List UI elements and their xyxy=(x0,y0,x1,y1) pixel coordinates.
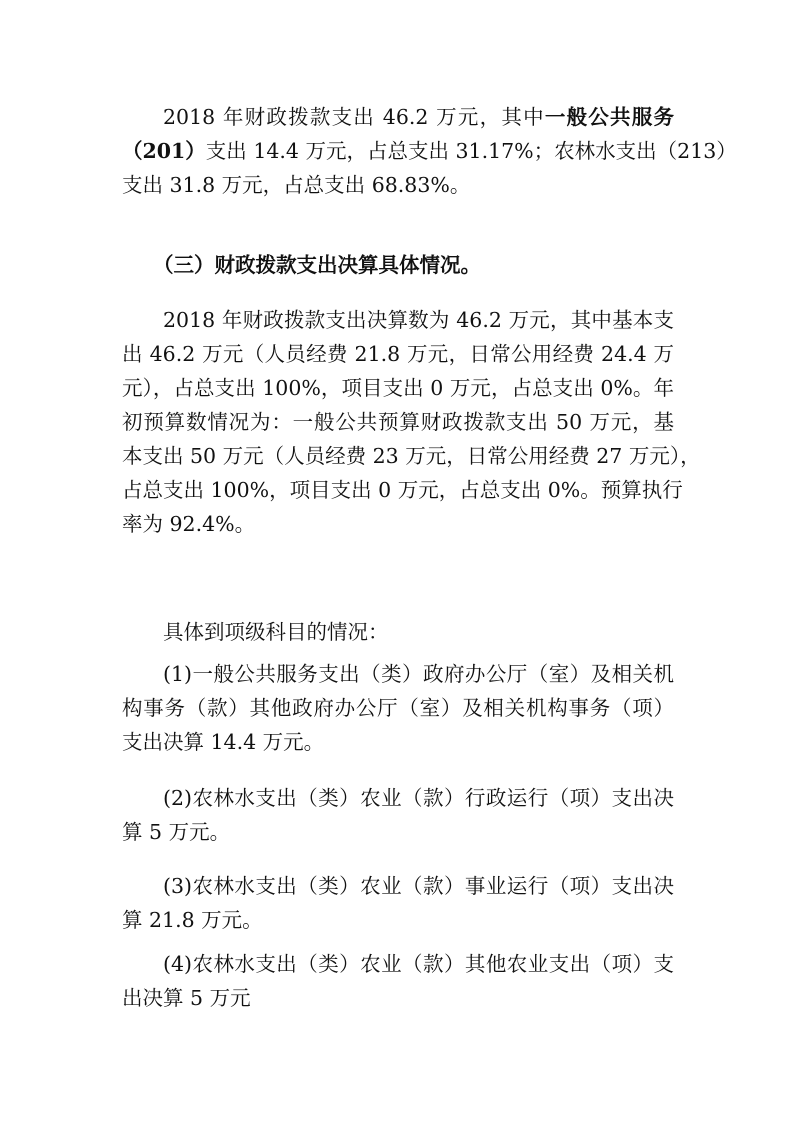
paragraph-line: 构事务（款）其他政府办公厅（室）及相关机构事务（项） xyxy=(122,696,674,720)
paragraph-line: 支出 31.8 万元，占总支出 68.83%。 xyxy=(122,173,471,197)
section-heading: （三）财政拨款支出决算具体情况。 xyxy=(153,253,481,277)
paragraph-line: (1)一般公共服务支出（类）政府办公厅（室）及相关机 xyxy=(163,662,674,686)
paragraph-line xyxy=(122,100,674,134)
paragraph-line: 出决算 5 万元 xyxy=(122,986,251,1010)
paragraph-line: 占总支出 100%，项目支出 0 万元，占总支出 0%。预算执行 xyxy=(122,478,683,502)
bold-text-run: 一般公共服务 xyxy=(544,105,674,129)
paragraph-line xyxy=(122,134,737,168)
paragraph-line: 本支出 50 万元（人员经费 23 万元，日常公用经费 27 万元）， xyxy=(122,444,701,468)
text-run: 支出 14.4 万元，占总支出 31.17%；农林水支出（213） xyxy=(205,139,737,163)
list-item xyxy=(122,947,674,1015)
items-intro: 具体到项级科目的情况： xyxy=(163,620,389,644)
paragraph-line: 算 5 万元。 xyxy=(122,820,231,844)
paragraph-line: 2018 年财政拨款支出决算数为 46.2 万元，其中基本支 xyxy=(163,308,674,332)
paragraph-line: 算 21.8 万元。 xyxy=(122,908,263,932)
paragraph-line: 率为 92.4%。 xyxy=(122,512,256,536)
paragraph-line: 支出决算 14.4 万元。 xyxy=(122,730,325,754)
paragraph-line: (4)农林水支出（类）农业（款）其他农业支出（项）支 xyxy=(163,952,674,976)
paragraph-line: 元），占总支出 100%，项目支出 0 万元，占总支出 0%。年 xyxy=(122,376,674,400)
paragraph-line: (3)农林水支出（类）农业（款）事业运行（项）支出决 xyxy=(163,874,674,898)
paragraph-line: (2)农林水支出（类）农业（款）行政运行（项）支出决 xyxy=(163,786,674,810)
list-item xyxy=(122,781,674,849)
paragraph-line: 出 46.2 万元（人员经费 21.8 万元，日常公用经费 24.4 万 xyxy=(122,342,674,366)
paragraph-details xyxy=(122,303,701,541)
list-item xyxy=(122,869,674,937)
bold-text-run: （201） xyxy=(122,139,206,163)
list-item xyxy=(122,657,674,759)
paragraph-line: 初预算数情况为：一般公共预算财政拨款支出 50 万元，基 xyxy=(122,410,674,434)
text-run: 2018 年财政拨款支出 46.2 万元，其中 xyxy=(163,105,545,129)
paragraph-summary xyxy=(122,100,737,202)
